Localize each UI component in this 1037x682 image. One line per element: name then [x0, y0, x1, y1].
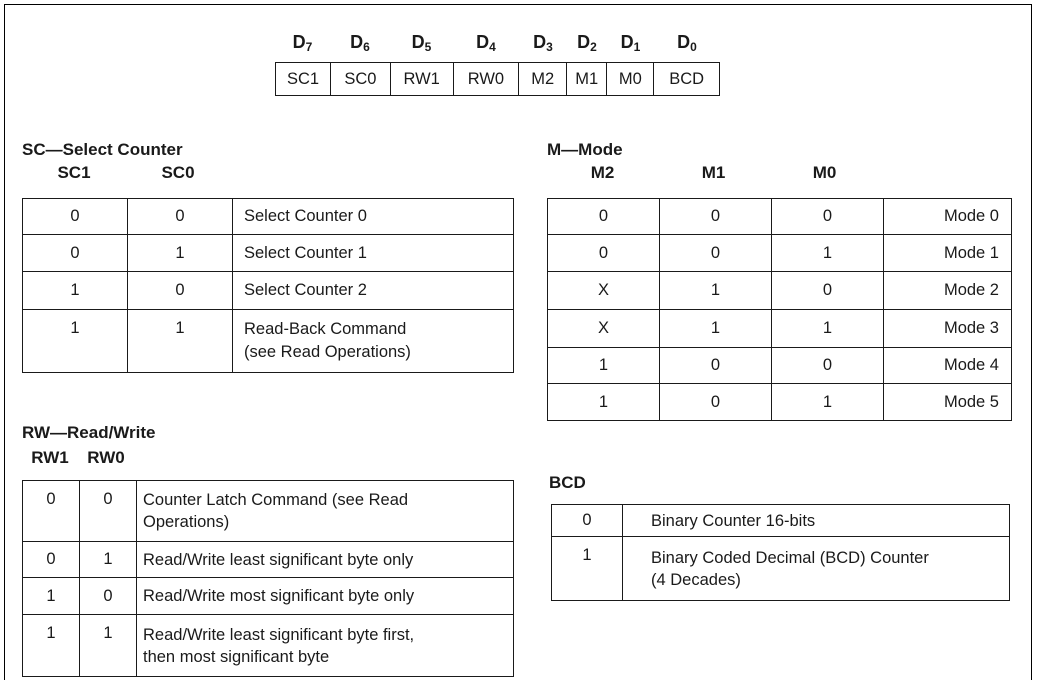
m0-cell: 0 — [772, 199, 884, 235]
sc1-cell: 1 — [23, 272, 128, 310]
mode-cell: Mode 3 — [884, 310, 1012, 348]
table-row — [23, 481, 514, 542]
bit-label-d3: $D_3$ — [533, 32, 553, 54]
description-cell: Select Counter 2 — [233, 272, 514, 310]
m1-cell: 0 — [660, 348, 772, 384]
rw0-cell: 1 — [80, 542, 137, 578]
rw0-header: RW0 — [87, 448, 125, 467]
sc-section-title: SC—Select Counter — [22, 140, 183, 159]
rw1-header: RW1 — [31, 448, 69, 467]
table-row — [548, 310, 1012, 348]
table-row — [23, 199, 514, 235]
rw-section-title: RW—Read/Write — [22, 423, 156, 442]
bcd-value-cell: 1 — [552, 537, 623, 601]
m1-cell: 0 — [660, 199, 772, 235]
bit-label-d0: $D_0$ — [677, 32, 697, 54]
m2-cell: 1 — [548, 384, 660, 421]
field-cell: SC1 — [276, 63, 331, 96]
description-cell: Read-Back Command (see Read Operations) — [233, 310, 514, 373]
mode-table — [547, 198, 1012, 421]
sc0-cell: 1 — [128, 235, 233, 272]
m2-cell: X — [548, 272, 660, 310]
rw0-cell: 0 — [80, 481, 137, 542]
bit-label-d6: $D_6$ — [350, 32, 370, 54]
mode-section-title: M—Mode — [547, 140, 623, 159]
rw0-cell: 1 — [80, 615, 137, 677]
m2-cell: 0 — [548, 235, 660, 272]
field-cell: SC0 — [330, 63, 390, 96]
field-cell: BCD — [654, 63, 720, 96]
sc0-cell: 0 — [128, 272, 233, 310]
table-row — [548, 235, 1012, 272]
table-row — [23, 235, 514, 272]
table-row — [548, 384, 1012, 421]
m0-cell: 1 — [772, 235, 884, 272]
table-row — [552, 505, 1010, 537]
description-cell: Read/Write least significant byte only — [137, 542, 514, 578]
rw1-cell: 1 — [23, 578, 80, 615]
table-row — [23, 615, 514, 677]
m0-header: M0 — [812, 163, 837, 182]
description-cell: Select Counter 1 — [233, 235, 514, 272]
sc0-cell: 1 — [128, 310, 233, 373]
m1-cell: 1 — [660, 310, 772, 348]
bcd-table — [551, 504, 1010, 601]
sc1-cell: 1 — [23, 310, 128, 373]
description-cell: Counter Latch Command (see Read Operations) — [137, 481, 514, 542]
bit-label-d2: $D_2$ — [577, 32, 597, 54]
bcd-section-title: BCD — [549, 473, 586, 492]
m1-header: M1 — [701, 163, 726, 182]
m1-cell: 0 — [660, 384, 772, 421]
bit-label-d4: $D_4$ — [476, 32, 496, 54]
m1-cell: 1 — [660, 272, 772, 310]
description-cell: Select Counter 0 — [233, 199, 514, 235]
m0-cell: 0 — [772, 272, 884, 310]
field-cell: RW1 — [390, 63, 453, 96]
rw0-cell: 0 — [80, 578, 137, 615]
bit-label-d1: $D_1$ — [620, 32, 641, 54]
mode-cell: Mode 5 — [884, 384, 1012, 421]
table-row — [548, 348, 1012, 384]
mode-cell: Mode 4 — [884, 348, 1012, 384]
rw1-cell: 0 — [23, 481, 80, 542]
m0-cell: 0 — [772, 348, 884, 384]
bcd-value-cell: 0 — [552, 505, 623, 537]
description-cell: Binary Coded Decimal (BCD) Counter (4 Decades) — [623, 537, 1010, 601]
m2-cell: 0 — [548, 199, 660, 235]
table-row — [23, 310, 514, 373]
mode-cell: Mode 1 — [884, 235, 1012, 272]
description-cell: Read/Write least significant byte first, then most significant byte — [137, 615, 514, 677]
select-counter-table — [22, 198, 514, 373]
sc0-header: SC0 — [161, 163, 195, 182]
mode-cell: Mode 0 — [884, 199, 1012, 235]
m0-cell: 1 — [772, 310, 884, 348]
field-cell: M2 — [519, 63, 567, 96]
sc1-cell: 0 — [23, 199, 128, 235]
mode-cell: Mode 2 — [884, 272, 1012, 310]
table-row — [23, 272, 514, 310]
table-row — [23, 578, 514, 615]
table-row — [552, 537, 1010, 601]
m2-header: M2 — [590, 163, 615, 182]
field-cell: M1 — [567, 63, 607, 96]
table-row — [548, 199, 1012, 235]
control-word-table — [275, 62, 720, 96]
description-cell: Read/Write most significant byte only — [137, 578, 514, 615]
bit-label-d7: $D_7$ — [292, 32, 313, 54]
read-write-table — [22, 480, 514, 677]
sc1-header: SC1 — [57, 163, 91, 182]
field-cell: RW0 — [453, 63, 519, 96]
rw1-cell: 1 — [23, 615, 80, 677]
table-row — [23, 542, 514, 578]
bit-label-d5: $D_5$ — [411, 32, 432, 54]
m0-cell: 1 — [772, 384, 884, 421]
sc1-cell: 0 — [23, 235, 128, 272]
m1-cell: 0 — [660, 235, 772, 272]
m2-cell: X — [548, 310, 660, 348]
table-row — [548, 272, 1012, 310]
description-cell: Binary Counter 16-bits — [623, 505, 1010, 537]
m2-cell: 1 — [548, 348, 660, 384]
sc0-cell: 0 — [128, 199, 233, 235]
rw1-cell: 0 — [23, 542, 80, 578]
field-cell: M0 — [607, 63, 654, 96]
